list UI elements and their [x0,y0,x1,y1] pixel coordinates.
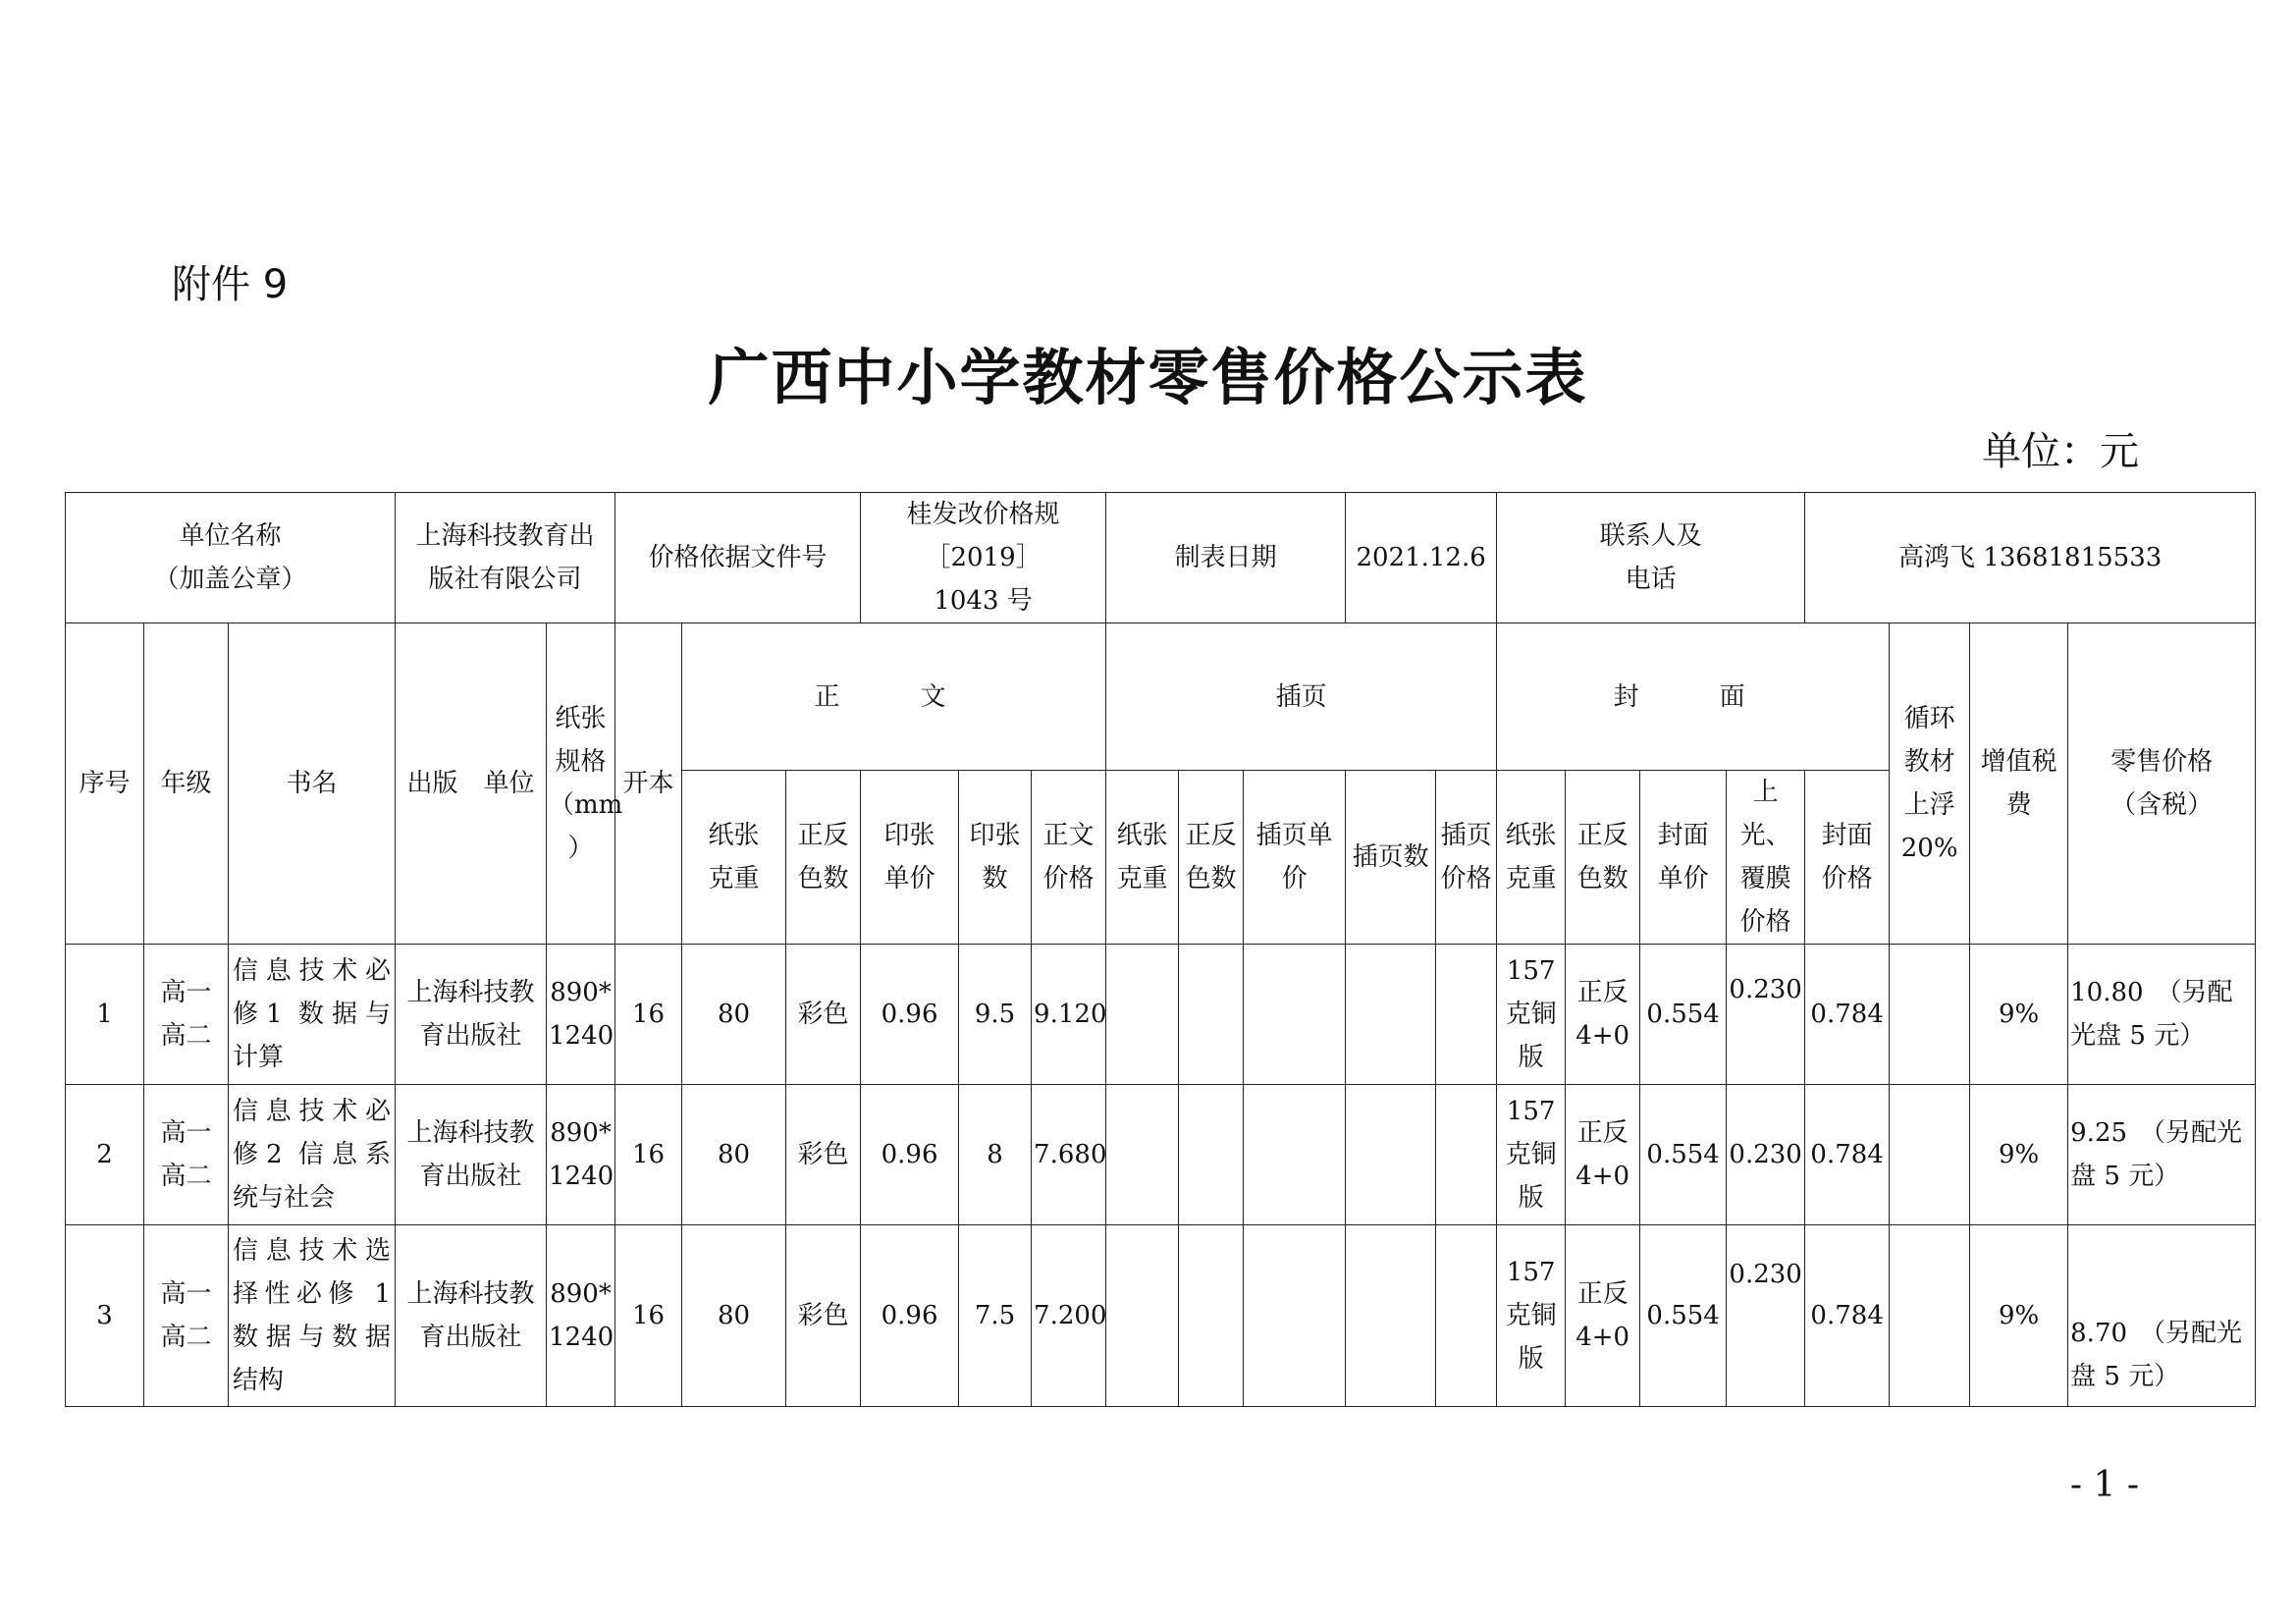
cell-circulation [1890,1225,1970,1407]
cell-insert-weight [1106,1225,1179,1407]
cell-text-color: 彩色 [786,1085,861,1225]
header-sheet-price: 印张 单价 [861,771,959,945]
cell-publisher: 上海科技教 育出版社 [396,1085,547,1225]
cell-cover-unit: 0.554 [1640,945,1727,1085]
header-insert-group: 插页 [1106,623,1497,771]
cell-text-price: 7.200 [1032,1225,1106,1407]
header-text-group: 正 文 [682,623,1106,771]
header-retail: 零售价格 （含税） [2068,623,2256,945]
cell-cover-unit: 0.554 [1640,1225,1727,1407]
table-row [66,945,2256,1085]
company-label: 单位名称 （加盖公章） [66,493,396,623]
header-text-weight: 纸张 克重 [682,771,786,945]
cell-insert-unit [1244,1085,1346,1225]
contact-label: 联系人及 电话 [1497,493,1805,623]
header-insert-price: 插页 价格 [1436,771,1497,945]
cell-paper-spec: 890* 1240 [547,945,615,1085]
cell-cover-paper: 157 克铜 版 [1497,1225,1566,1407]
cell-format: 16 [615,1085,682,1225]
header-book: 书名 [229,623,396,945]
header-cover-unit: 封面 单价 [1640,771,1727,945]
cell-cover-unit: 0.554 [1640,1085,1727,1225]
cell-publisher: 上海科技教 育出版社 [396,1225,547,1407]
header-sheet-count: 印张 数 [959,771,1032,945]
header-insert-unit: 插页单 价 [1244,771,1346,945]
cell-vat: 9% [1970,945,2068,1085]
cell-circulation [1890,1085,1970,1225]
unit-label: 单位：元 [1982,429,2139,474]
cell-publisher: 上海科技教 育出版社 [396,945,547,1085]
date-value: 2021.12.6 [1346,493,1497,623]
cell-insert-color [1179,945,1244,1085]
cell-retail: 9.25 （另配光 盘 5 元） [2068,1085,2256,1225]
cell-gloss: 0.230 [1727,1225,1805,1407]
cell-insert-weight [1106,945,1179,1085]
cell-sheet-count: 9.5 [959,945,1032,1085]
cell-cover-color: 正反 4+0 [1566,1085,1640,1225]
header-vat: 增值税 费 [1970,623,2068,945]
contact-value: 高鸿飞 13681815533 [1805,493,2256,623]
attachment-label: 附件 9 [172,262,289,307]
cell-insert-count [1346,1225,1436,1407]
cell-text-price: 7.680 [1032,1085,1106,1225]
cell-insert-color [1179,1225,1244,1407]
cell-sheet-price: 0.96 [861,1225,959,1407]
header-publisher: 出版 单位 [396,623,547,945]
header-insert-count: 插页数 [1346,771,1436,945]
page-number: - 1 - [2069,1465,2139,1505]
cell-format: 16 [615,1225,682,1407]
cell-insert-color [1179,1085,1244,1225]
cell-text-weight: 80 [682,945,786,1085]
cell-sheet-price: 0.96 [861,945,959,1085]
cell-retail: 8.70 （另配光 盘 5 元） [2068,1225,2256,1407]
cell-cover-price: 0.784 [1805,1085,1890,1225]
cell-cover-color: 正反 4+0 [1566,945,1640,1085]
info-row [66,493,2256,623]
header-grade: 年级 [144,623,229,945]
cell-text-color: 彩色 [786,1225,861,1407]
header-circulation: 循环 教材 上浮 20% [1890,623,1970,945]
cell-paper-spec: 890* 1240 [547,1085,615,1225]
cell-paper-spec: 890* 1240 [547,1225,615,1407]
header-row-1 [66,623,2256,771]
cell-insert-weight [1106,1085,1179,1225]
header-text-color: 正反 色数 [786,771,861,945]
header-paper-spec: 纸张 规格 （mm ） [547,623,615,945]
cell-cover-paper: 157 克铜 版 [1497,945,1566,1085]
cell-grade: 高一 高二 [144,1225,229,1407]
basis-label: 价格依据文件号 [615,493,861,623]
header-cover-group: 封 面 [1497,623,1890,771]
header-format: 开本 [615,623,682,945]
cell-cover-price: 0.784 [1805,945,1890,1085]
cell-format: 16 [615,945,682,1085]
header-cover-color: 正反 色数 [1566,771,1640,945]
cell-text-color: 彩色 [786,945,861,1085]
cell-sheet-count: 7.5 [959,1225,1032,1407]
cell-circulation [1890,945,1970,1085]
cell-retail: 10.80 （另配 光盘 5 元） [2068,945,2256,1085]
cell-cover-price: 0.784 [1805,1225,1890,1407]
cell-seq: 2 [66,1085,144,1225]
cell-text-weight: 80 [682,1085,786,1225]
header-text-price: 正文 价格 [1032,771,1106,945]
cell-text-weight: 80 [682,1225,786,1407]
header-cover-paper: 纸张 克重 [1497,771,1566,945]
cell-vat: 9% [1970,1225,2068,1407]
cell-grade: 高一 高二 [144,945,229,1085]
date-label: 制表日期 [1106,493,1346,623]
price-table [65,492,2256,1407]
cell-book: 信息技术必 修2 信息系 统与社会 [229,1085,396,1225]
cell-insert-count [1346,945,1436,1085]
cell-seq: 3 [66,1225,144,1407]
cell-insert-price [1436,945,1497,1085]
cell-book: 信息技术必 修1 数据与 计算 [229,945,396,1085]
table-row [66,1225,2256,1407]
basis-value: 桂发改价格规［2019］ 1043 号 [861,493,1106,623]
header-seq: 序号 [66,623,144,945]
cell-insert-unit [1244,945,1346,1085]
cell-sheet-count: 8 [959,1085,1032,1225]
cell-sheet-price: 0.96 [861,1085,959,1225]
cell-insert-count [1346,1085,1436,1225]
cell-gloss: 0.230 [1727,1085,1805,1225]
page-title: 广西中小学教材零售价格公示表 [708,342,1588,413]
cell-cover-color: 正反 4+0 [1566,1225,1640,1407]
header-gloss: 上光、 覆膜 价格 [1727,771,1805,945]
cell-insert-price [1436,1225,1497,1407]
cell-seq: 1 [66,945,144,1085]
table-row [66,1085,2256,1225]
header-insert-color: 正反 色数 [1179,771,1244,945]
header-insert-weight: 纸张 克重 [1106,771,1179,945]
cell-cover-paper: 157 克铜 版 [1497,1085,1566,1225]
cell-book: 信息技术选 择性必修 1 数据与数据 结构 [229,1225,396,1407]
cell-insert-price [1436,1085,1497,1225]
cell-text-price: 9.120 [1032,945,1106,1085]
company-value: 上海科技教育出 版社有限公司 [396,493,615,623]
cell-insert-unit [1244,1225,1346,1407]
header-cover-price: 封面 价格 [1805,771,1890,945]
cell-vat: 9% [1970,1085,2068,1225]
cell-grade: 高一 高二 [144,1085,229,1225]
cell-gloss: 0.230 [1727,945,1805,1085]
